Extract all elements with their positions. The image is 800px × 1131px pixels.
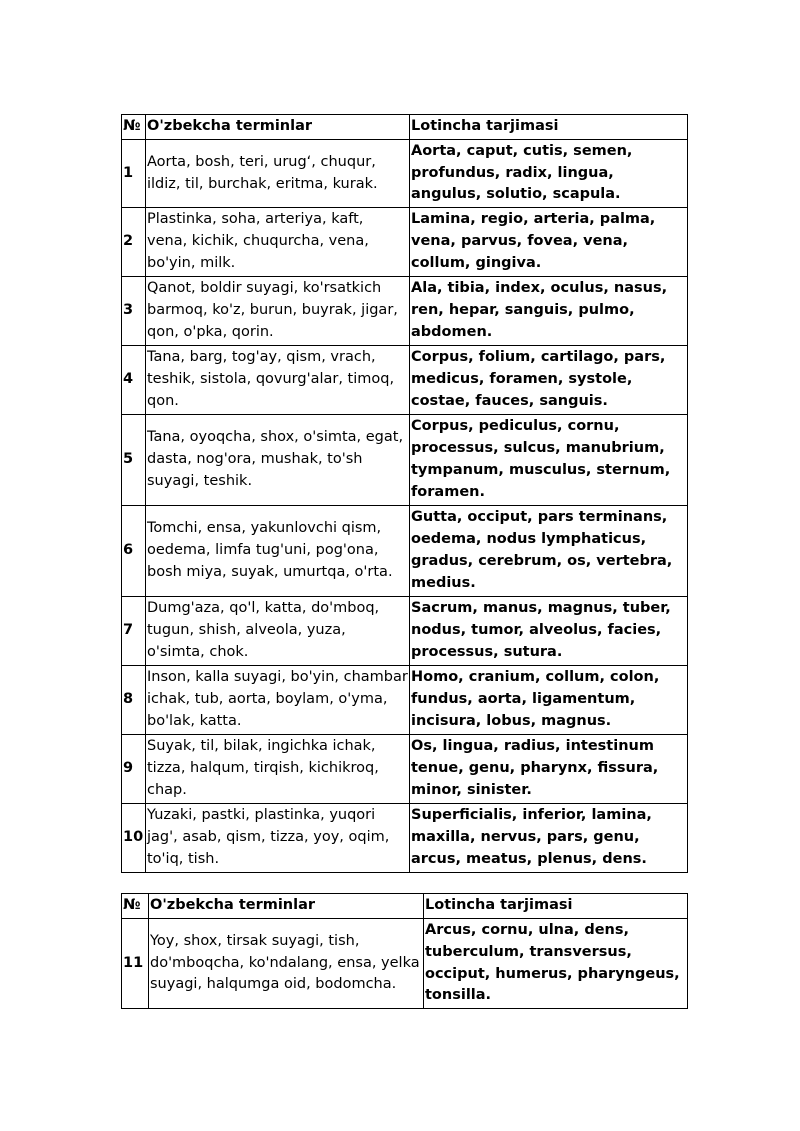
header-latin-translation: Lotincha tarjimasi (424, 894, 688, 919)
header-number: № (122, 894, 149, 919)
uzbek-terms-cell: Qanot, boldir suyagi, ko'rsatkich barmoq, ko'z, burun, buyrak, jigar, qon, o'pka, qorin. (146, 277, 410, 346)
terms-table-2 (121, 893, 688, 1009)
latin-translation-cell: Homo, cranium, collum, colon, fundus, aorta, ligamentum, incisura, lobus, magnus. (410, 666, 688, 735)
row-number: 11 (122, 919, 149, 1009)
uzbek-terms-cell: Inson, kalla suyagi, bo'yin, chambar ichak, tub, aorta, boylam, o'yma, bo'lak, katta. (146, 666, 410, 735)
row-number: 10 (122, 804, 146, 873)
row-number: 2 (122, 208, 146, 277)
table-row (122, 140, 688, 208)
row-number: 6 (122, 506, 146, 597)
header-uzbek-terms: O'zbekcha terminlar (146, 115, 410, 140)
table-row (122, 919, 688, 1009)
terms-table-1 (121, 114, 688, 873)
latin-translation-cell: Corpus, pediculus, cornu, processus, sulcus, manubrium, tympanum, musculus, sternum, foramen. (410, 415, 688, 506)
table-row (122, 666, 688, 735)
uzbek-terms-cell: Yuzaki, pastki, plastinka, yuqori jag', asab, qism, tizza, yoy, oqim, to'iq, tish. (146, 804, 410, 873)
latin-translation-cell: Arcus, cornu, ulna, dens, tuberculum, transversus, occiput, humerus, pharyngeus, tonsilla. (424, 919, 688, 1009)
row-number: 5 (122, 415, 146, 506)
uzbek-terms-cell: Yoy, shox, tirsak suyagi, tish, do'mboqcha, ko'ndalang, ensa, yelka suyagi, halqumga oid, bodomcha. (149, 919, 424, 1009)
table-row (122, 415, 688, 506)
uzbek-terms-cell: Dumg'aza, qo'l, katta, do'mboq, tugun, shish, alveola, yuza, o'simta, chok. (146, 597, 410, 666)
header-latin-translation: Lotincha tarjimasi (410, 115, 688, 140)
latin-translation-cell: Lamina, regio, arteria, palma, vena, parvus, fovea, vena, collum, gingiva. (410, 208, 688, 277)
row-number: 8 (122, 666, 146, 735)
table-header-row (122, 115, 688, 140)
latin-translation-cell: Os, lingua, radius, intestinum tenue, genu, pharynx, fissura, minor, sinister. (410, 735, 688, 804)
uzbek-terms-cell: Tomchi, ensa, yakunlovchi qism, oedema, limfa tug'uni, pog'ona, bosh miya, suyak, umurtqa, o'rta. (146, 506, 410, 597)
table-row (122, 597, 688, 666)
latin-translation-cell: Superficialis, inferior, lamina, maxilla, nervus, pars, genu, arcus, meatus, plenus, dens. (410, 804, 688, 873)
row-number: 4 (122, 346, 146, 415)
table-row (122, 506, 688, 597)
header-uzbek-terms: O'zbekcha terminlar (149, 894, 424, 919)
uzbek-terms-cell: Plastinka, soha, arteriya, kaft, vena, kichik, chuqurcha, vena, bo'yin, milk. (146, 208, 410, 277)
latin-translation-cell: Sacrum, manus, magnus, tuber, nodus, tumor, alveolus, facies, processus, sutura. (410, 597, 688, 666)
uzbek-terms-cell: Suyak, til, bilak, ingichka ichak, tizza, halqum, tirqish, kichikroq, chap. (146, 735, 410, 804)
row-number: 3 (122, 277, 146, 346)
row-number: 9 (122, 735, 146, 804)
table-row (122, 735, 688, 804)
table-row (122, 804, 688, 873)
table-row (122, 346, 688, 415)
latin-translation-cell: Gutta, occiput, pars terminans, oedema, nodus lymphaticus, gradus, cerebrum, os, vertebra, medius. (410, 506, 688, 597)
table-row (122, 277, 688, 346)
table-row (122, 208, 688, 277)
uzbek-terms-cell: Tana, barg, tog'ay, qism, vrach, teshik, sistola, qovurg'alar, timoq, qon. (146, 346, 410, 415)
latin-translation-cell: Ala, tibia, index, oculus, nasus, ren, hepar, sanguis, pulmo, abdomen. (410, 277, 688, 346)
uzbek-terms-cell: Tana, oyoqcha, shox, o'simta, egat, dasta, nog'ora, mushak, to'sh suyagi, teshik. (146, 415, 410, 506)
row-number: 1 (122, 140, 146, 208)
header-number: № (122, 115, 146, 140)
latin-translation-cell: Aorta, caput, cutis, semen, profundus, radix, lingua, angulus, solutio, scapula. (410, 140, 688, 208)
latin-translation-cell: Corpus, folium, cartilago, pars, medicus, foramen, systole, costae, fauces, sanguis. (410, 346, 688, 415)
uzbek-terms-cell: Aorta, bosh, teri, urug‘, chuqur, ildiz, til, burchak, eritma, kurak. (146, 140, 410, 208)
row-number: 7 (122, 597, 146, 666)
table-header-row (122, 894, 688, 919)
